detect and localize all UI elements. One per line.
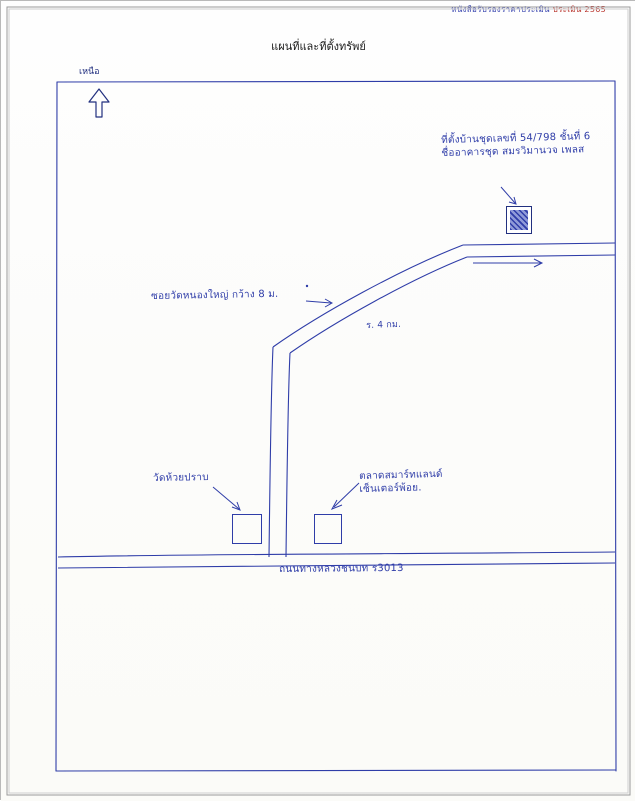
- condo-building-marker: [506, 206, 532, 234]
- north-arrow-icon: [89, 89, 109, 117]
- page-title: แผนที่และที่ตั้งทรัพย์: [271, 40, 366, 53]
- market-marker: [314, 514, 342, 544]
- direction-arrow-right: [473, 259, 542, 267]
- compass-label: เหนือ: [79, 67, 100, 77]
- building-hatch: [510, 210, 528, 230]
- temple-marker: [232, 514, 262, 544]
- temple-pointer-arrow: [213, 487, 240, 510]
- annotation-road-width-label: ซอยวัดหนองใหญ่ กว้าง 8 ม.: [151, 288, 279, 302]
- ink-dot: [306, 285, 308, 287]
- annotation-temple-label: วัดห้วยปราบ: [153, 472, 209, 484]
- annotation-main-road-label: ถนนทางหลวงชนบท ร3013: [279, 562, 404, 575]
- header-stamp-line1: หนังสือรับรองราคาประเมิน: [451, 5, 550, 14]
- soi-pointer-arrow: [306, 299, 332, 307]
- annotation-property-label: ที่ตั้งบ้านชุดเลขที่ 54/798 ชั้นที่ 6 ชื่ออาคารชุด สมรวิมานวจ เพลส: [441, 131, 591, 159]
- map-drawing: [1, 1, 635, 801]
- property-pointer-arrow: [501, 187, 516, 204]
- market-pointer-arrow: [332, 483, 359, 509]
- annotation-market-label: ตลาดสมาร์ทแลนด์ เซ็นเตอร์พ้อย.: [359, 468, 443, 495]
- annotation-distance-label: ร. 4 กม.: [366, 319, 402, 331]
- header-stamp-red: ประเมิน 2565: [552, 5, 606, 14]
